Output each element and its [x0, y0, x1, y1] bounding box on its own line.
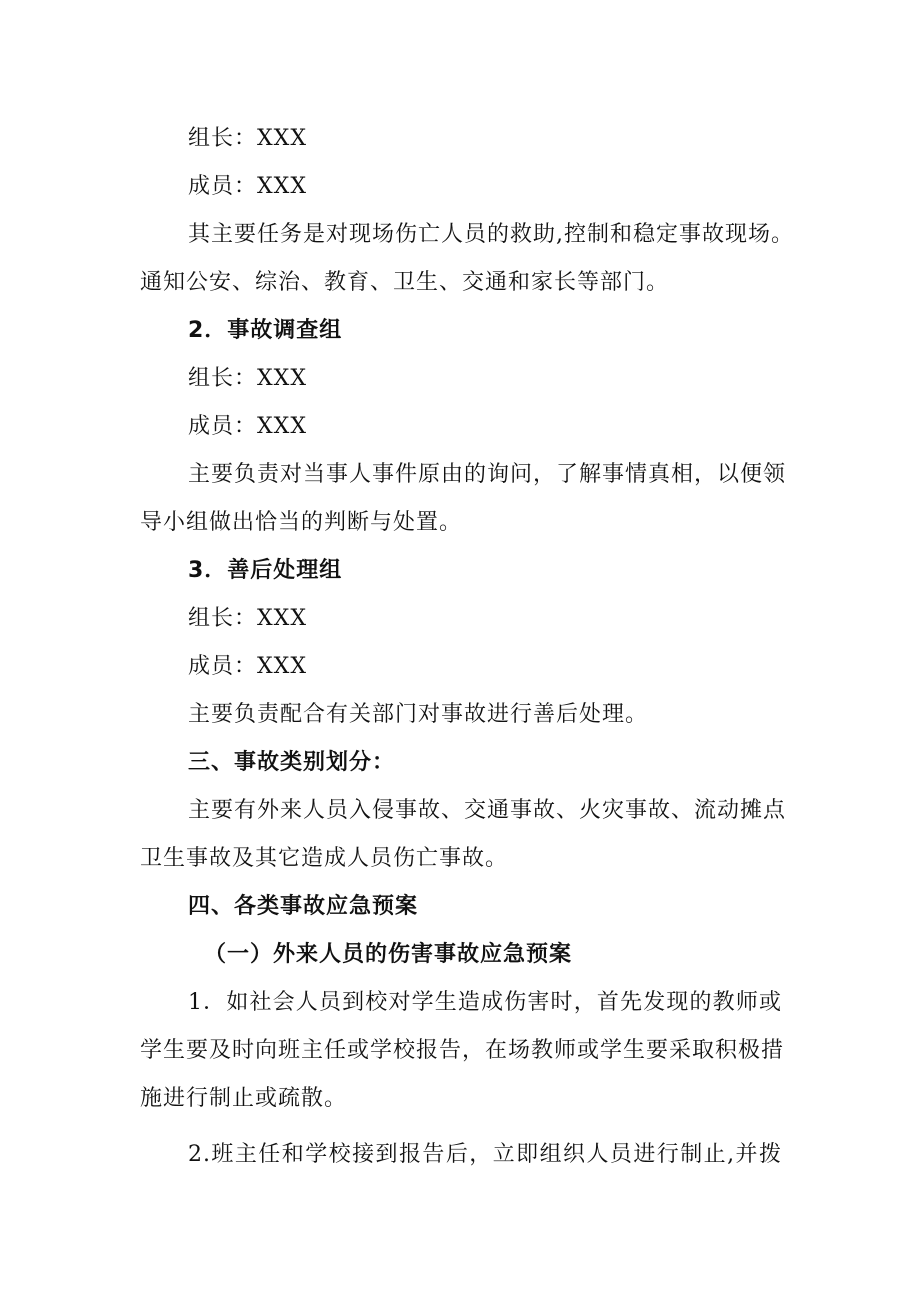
- paragraph-line: 施进行制止或疏散。: [140, 1086, 348, 1111]
- team-leader-line-1: 组长：XXX: [188, 126, 307, 151]
- paragraph-line: 主要有外来人员入侵事故、交通事故、火灾事故、流动摊点: [188, 798, 787, 823]
- section-heading-emergency-plans: 四、各类事故应急预案: [188, 894, 419, 919]
- section-heading-aftermath-team: 3．善后处理组: [188, 558, 343, 583]
- paragraph-line: 卫生事故及其它造成人员伤亡事故。: [140, 846, 509, 871]
- paragraph-line: 主要负责配合有关部门对事故进行善后处理。: [188, 702, 649, 727]
- team-member-line-1: 成员：XXX: [188, 174, 307, 199]
- subsection-heading-external-persons: （一）外来人员的伤害事故应急预案: [204, 942, 573, 967]
- section-heading-accident-categories: 三、事故类别划分：: [188, 750, 396, 775]
- paragraph-line: 主要负责对当事人事件原由的询问，了解事情真相，以便领: [188, 462, 787, 487]
- section-heading-investigation-team: 2．事故调查组: [188, 318, 343, 343]
- paragraph-line: 1．如社会人员到校对学生造成伤害时，首先发现的教师或: [188, 990, 782, 1015]
- paragraph-line: 学生要及时向班主任或学校报告，在场教师或学生要采取积极措: [140, 1038, 785, 1063]
- paragraph-line: 其主要任务是对现场伤亡人员的救助,控制和稳定事故现场。: [188, 222, 794, 247]
- paragraph-line: 导小组做出恰当的判断与处置。: [140, 510, 463, 535]
- team-member-line-2: 成员：XXX: [188, 414, 307, 439]
- team-leader-line-2: 组长：XXX: [188, 366, 307, 391]
- team-leader-line-3: 组长：XXX: [188, 606, 307, 631]
- paragraph-line: 通知公安、综治、教育、卫生、交通和家长等部门。: [140, 270, 670, 295]
- paragraph-line: 2.班主任和学校接到报告后，立即组织人员进行制止,并拨: [188, 1142, 782, 1167]
- team-member-line-3: 成员：XXX: [188, 654, 307, 679]
